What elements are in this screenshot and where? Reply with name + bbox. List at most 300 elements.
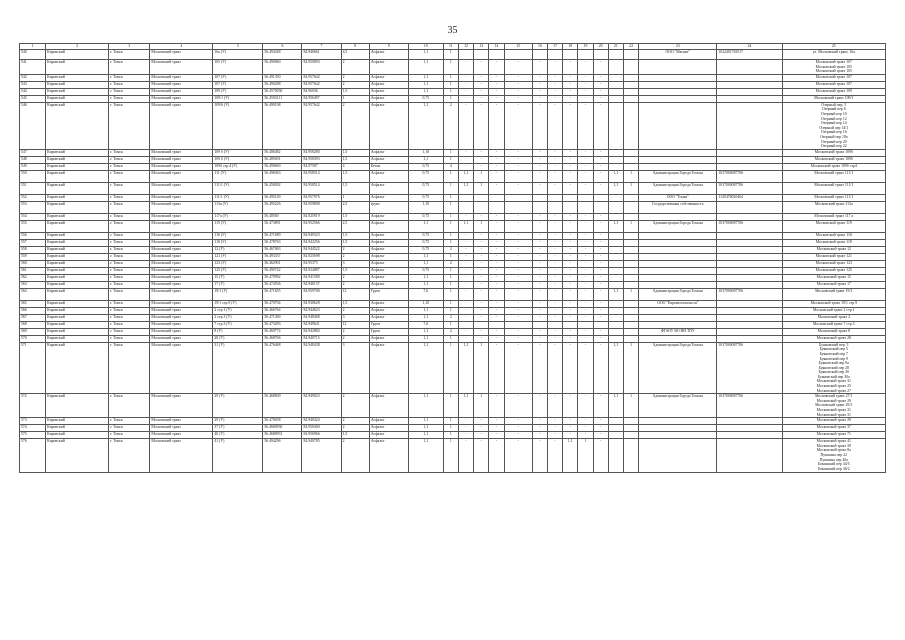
table-cell: - xyxy=(593,394,608,418)
table-cell xyxy=(717,335,782,342)
table-cell: 1 xyxy=(443,281,458,288)
table-cell: - xyxy=(547,149,562,156)
table-cell: Асфальт xyxy=(369,74,408,81)
table-cell xyxy=(608,300,623,307)
table-cell: - xyxy=(563,182,578,194)
table-cell: 1 xyxy=(578,439,593,473)
table-cell: 1 xyxy=(443,425,458,432)
address-cell xyxy=(782,335,885,342)
table-cell: - xyxy=(532,328,547,335)
table-cell: 56.470038 xyxy=(263,418,302,425)
table-cell: Асфальт xyxy=(369,156,408,163)
table-cell: 1,1 xyxy=(563,439,578,473)
address-cell xyxy=(782,321,885,328)
table-cell xyxy=(639,307,717,314)
table-cell: - xyxy=(532,274,547,281)
table-cell: Московский тракт xyxy=(150,300,213,307)
address-line: Московский тракт 19/1 xyxy=(815,288,853,293)
address-cell xyxy=(782,95,885,102)
table-cell: 564 xyxy=(20,288,46,300)
table-cell: 41 (У) xyxy=(213,439,263,473)
table-cell: 1,1 xyxy=(408,425,443,432)
table-row xyxy=(20,288,886,300)
address-line: Бакинский пер 36/2 xyxy=(817,466,850,471)
table-cell: - xyxy=(458,102,473,149)
table-cell xyxy=(639,335,717,342)
table-cell: 1 xyxy=(623,342,638,394)
table-cell: 1037000087706 xyxy=(717,170,782,182)
table-cell: Кировский xyxy=(46,432,109,439)
table-cell: - xyxy=(578,156,593,163)
table-cell: Кировский xyxy=(46,246,109,253)
table-cell: - xyxy=(547,328,562,335)
column-number: 6 xyxy=(263,44,302,50)
table-cell: 1 xyxy=(443,300,458,307)
table-cell: 1 xyxy=(443,194,458,201)
table-cell: 1,5 xyxy=(341,182,369,194)
table-cell: 1,1 xyxy=(408,342,443,394)
address-line: Буяновский пер 28 xyxy=(818,365,849,370)
table-cell: 84.942256 xyxy=(302,239,341,246)
address-cell xyxy=(782,432,885,439)
table-cell: 56.491350 xyxy=(263,74,302,81)
table-cell: г. Томск xyxy=(109,149,150,156)
table-cell: 84.959700 xyxy=(302,288,341,300)
table-cell: - xyxy=(489,432,504,439)
table-cell: Асфальт xyxy=(369,342,408,394)
table-cell: 2,5 xyxy=(341,220,369,232)
table-cell: г. Томск xyxy=(109,102,150,149)
table-cell: 546 xyxy=(20,102,46,149)
address-line: Московский тракт 119 xyxy=(815,220,852,225)
table-cell xyxy=(623,274,638,281)
table-cell: 1 xyxy=(474,170,489,182)
table-cell xyxy=(639,246,717,253)
table-cell: - xyxy=(474,156,489,163)
table-row xyxy=(20,328,886,335)
address-line: Буяновский пер 5 xyxy=(819,347,848,352)
table-row xyxy=(20,274,886,281)
table-cell: Московский тракт xyxy=(150,163,213,170)
table-cell: 1,10 xyxy=(408,149,443,156)
table-row xyxy=(20,267,886,274)
table-cell: - xyxy=(489,246,504,253)
table-cell: Московский тракт xyxy=(150,281,213,288)
table-cell xyxy=(532,194,547,201)
table-cell: 1 xyxy=(443,232,458,239)
table-cell: 1,1 xyxy=(408,439,443,473)
table-cell xyxy=(623,74,638,81)
table-cell: - xyxy=(547,95,562,102)
table-cell: 553 xyxy=(20,201,46,213)
table-cell: - xyxy=(532,425,547,432)
table-cell: - xyxy=(547,220,562,232)
table-cell: 12 xyxy=(341,288,369,300)
table-cell: 84.949641 xyxy=(302,321,341,328)
table-cell: - xyxy=(547,281,562,288)
table-cell: 1 xyxy=(474,342,489,394)
table-cell xyxy=(623,321,638,328)
table-cell: - xyxy=(474,81,489,88)
table-cell: Грунт xyxy=(369,328,408,335)
table-cell xyxy=(623,213,638,220)
table-cell: - xyxy=(474,274,489,281)
table-cell xyxy=(623,307,638,314)
table-cell: 84.958393 xyxy=(302,156,341,163)
table-cell: - xyxy=(458,439,473,473)
table-cell: Администрация Города Томска xyxy=(639,182,717,194)
table-cell: 2,5 xyxy=(341,201,369,213)
table-cell: - xyxy=(474,253,489,260)
table-cell xyxy=(639,418,717,425)
table-cell xyxy=(608,418,623,425)
table-cell: - xyxy=(532,88,547,95)
table-cell: Асфальт xyxy=(369,239,408,246)
table-cell: - xyxy=(489,60,504,75)
table-cell: 31 (У) xyxy=(213,342,263,394)
table-cell: - xyxy=(578,314,593,321)
table-cell: - xyxy=(563,81,578,88)
table-cell: - xyxy=(458,307,473,314)
column-number: 10 xyxy=(408,44,443,50)
table-cell: - xyxy=(593,182,608,194)
table-row xyxy=(20,170,886,182)
table-cell: 1,5 xyxy=(341,432,369,439)
table-cell: 559 xyxy=(20,253,46,260)
table-cell: 2 xyxy=(341,81,369,88)
table-cell: 84.941580 xyxy=(302,274,341,281)
table-cell: Московский тракт xyxy=(150,439,213,473)
address-cell xyxy=(782,246,885,253)
table-cell: - xyxy=(532,267,547,274)
table-cell: - xyxy=(489,163,504,170)
table-cell: 567 xyxy=(20,314,46,321)
table-cell: 569 xyxy=(20,328,46,335)
table-cell xyxy=(623,163,638,170)
table-cell xyxy=(623,149,638,156)
table-body xyxy=(20,44,886,473)
table-cell: - xyxy=(532,418,547,425)
table-cell: 0,75 xyxy=(408,267,443,274)
table-cell: - xyxy=(563,163,578,170)
table-cell: - xyxy=(504,260,532,267)
table-cell: 1 xyxy=(443,81,458,88)
address-line: Московский тракт 109б стр4 xyxy=(810,163,857,168)
table-cell: Московский тракт xyxy=(150,335,213,342)
table-cell xyxy=(717,432,782,439)
table-cell: - xyxy=(593,432,608,439)
table-cell: 56.4680930 xyxy=(263,425,302,432)
table-cell xyxy=(608,314,623,321)
table-cell: 84.957642 xyxy=(302,102,341,149)
table-cell: - xyxy=(547,274,562,281)
table-cell: 2 xyxy=(341,274,369,281)
table-cell: 105 (У) xyxy=(213,60,263,75)
table-cell: 0,75 xyxy=(408,246,443,253)
table-cell: - xyxy=(593,149,608,156)
table-cell: Московский тракт xyxy=(150,220,213,232)
table-cell: г. Томск xyxy=(109,201,150,213)
table-cell: 1,1 xyxy=(408,281,443,288)
table-cell: 1,1 xyxy=(408,156,443,163)
table-cell: 8 (У) xyxy=(213,328,263,335)
address-line: Озерный пер 14 xyxy=(820,121,847,126)
table-cell: - xyxy=(593,342,608,394)
table-row xyxy=(20,253,886,260)
table-cell: г. Томск xyxy=(109,425,150,432)
column-number: 9 xyxy=(369,44,408,50)
table-cell: 1,1 xyxy=(608,182,623,194)
table-cell: г. Томск xyxy=(109,182,150,194)
table-cell: Московский тракт xyxy=(150,314,213,321)
table-cell xyxy=(623,281,638,288)
table-cell: 1,1 xyxy=(408,314,443,321)
table-cell: г. Томск xyxy=(109,60,150,75)
table-cell: - xyxy=(593,88,608,95)
table-cell: - xyxy=(474,267,489,274)
table-cell: - xyxy=(578,102,593,149)
table-cell: - xyxy=(578,149,593,156)
table-cell: - xyxy=(489,260,504,267)
table-cell: - xyxy=(593,253,608,260)
address-line: Московский тракт 31 xyxy=(816,379,851,384)
table-cell: - xyxy=(474,232,489,239)
address-cell xyxy=(782,267,885,274)
table-cell: Асфальт xyxy=(369,267,408,274)
table-cell: 56.48560 xyxy=(263,213,302,220)
table-cell: 541 xyxy=(20,60,46,75)
column-number: 3 xyxy=(109,44,150,50)
table-cell: 119 (У) xyxy=(213,220,263,232)
table-cell: 0,75 xyxy=(408,163,443,170)
table-cell: Московский тракт xyxy=(150,394,213,418)
table-cell xyxy=(608,239,623,246)
table-cell xyxy=(623,328,638,335)
table-cell: 1,1 xyxy=(608,394,623,418)
address-cell xyxy=(782,342,885,394)
table-cell: - xyxy=(547,246,562,253)
table-cell: - xyxy=(489,394,504,418)
table-cell xyxy=(608,102,623,149)
address-line: Московский тракт 111/1 xyxy=(814,194,854,199)
table-cell xyxy=(608,201,623,213)
table-cell: Кировский xyxy=(46,439,109,473)
table-cell: 56.473891 xyxy=(263,220,302,232)
table-cell: - xyxy=(489,314,504,321)
table-cell: - xyxy=(504,102,532,149)
table-cell xyxy=(623,314,638,321)
table-cell: 37 (У) xyxy=(213,425,263,432)
table-cell: Кировский xyxy=(46,300,109,307)
table-cell: - xyxy=(489,74,504,81)
table-row xyxy=(20,74,886,81)
table-cell: 558 xyxy=(20,246,46,253)
table-cell: 548 xyxy=(20,156,46,163)
table-cell: 1,1 xyxy=(408,74,443,81)
table-cell: - xyxy=(563,342,578,394)
table-cell: 84.97587 xyxy=(302,163,341,170)
table-cell: Московский тракт xyxy=(150,267,213,274)
table-cell: - xyxy=(593,213,608,220)
table-cell xyxy=(623,439,638,473)
column-number: 15 xyxy=(504,44,532,50)
table-cell: - xyxy=(547,432,562,439)
table-row xyxy=(20,418,886,425)
address-cell xyxy=(782,213,885,220)
column-number: 5 xyxy=(213,44,263,50)
table-cell: - xyxy=(458,95,473,102)
table-cell: Кировский xyxy=(46,288,109,300)
table-cell: - xyxy=(489,281,504,288)
table-cell: - xyxy=(532,60,547,75)
table-cell xyxy=(593,321,608,328)
table-cell: - xyxy=(547,253,562,260)
table-cell: 56.468766 xyxy=(263,335,302,342)
table-cell xyxy=(504,321,532,328)
table-cell: - xyxy=(474,314,489,321)
table-cell: 56.467063 xyxy=(263,246,302,253)
table-cell: - xyxy=(547,88,562,95)
table-cell: Московский тракт xyxy=(150,102,213,149)
table-cell: г. Томск xyxy=(109,239,150,246)
table-cell: - xyxy=(547,74,562,81)
address-line: Буяновский пер. 3 xyxy=(819,342,849,347)
table-row xyxy=(20,425,886,432)
table-cell: 1 xyxy=(443,321,458,328)
table-cell: 84.925698 xyxy=(302,253,341,260)
table-cell: г. Томск xyxy=(109,439,150,473)
table-cell: - xyxy=(532,81,547,88)
table-cell: Московский тракт xyxy=(150,170,213,182)
table-cell: 84.95375 xyxy=(302,260,341,267)
table-cell: 1,1 xyxy=(608,288,623,300)
table-cell: - xyxy=(563,232,578,239)
table-cell: - xyxy=(563,260,578,267)
table-cell xyxy=(623,260,638,267)
table-cell: - xyxy=(532,74,547,81)
table-cell: - xyxy=(563,149,578,156)
address-cell xyxy=(782,253,885,260)
table-cell: - xyxy=(547,102,562,149)
table-cell: 1,1 xyxy=(458,342,473,394)
table-cell xyxy=(563,201,578,213)
address-cell xyxy=(782,194,885,201)
table-cell: - xyxy=(474,418,489,425)
table-cell: 56.495149 xyxy=(263,194,302,201)
column-number: 2 xyxy=(46,44,109,50)
table-cell: 1 xyxy=(623,182,638,194)
address-cell xyxy=(782,74,885,81)
table-cell: 0,75 xyxy=(408,95,443,102)
table-cell: Московский тракт xyxy=(150,60,213,75)
table-cell: Асфальт xyxy=(369,182,408,194)
table-cell xyxy=(608,156,623,163)
table-cell xyxy=(608,439,623,473)
table-cell: 1,1 xyxy=(408,253,443,260)
table-cell: 2 xyxy=(341,425,369,432)
table-cell: 561 xyxy=(20,267,46,274)
table-cell xyxy=(608,432,623,439)
table-cell xyxy=(717,102,782,149)
table-cell: Московский тракт xyxy=(150,232,213,239)
table-cell: 84.956497 xyxy=(302,95,341,102)
table-cell: Кировский xyxy=(46,170,109,182)
table-cell: - xyxy=(489,253,504,260)
table-cell: Асфальт xyxy=(369,335,408,342)
address-cell xyxy=(782,88,885,95)
table-cell xyxy=(717,300,782,307)
column-number: 21 xyxy=(608,44,623,50)
table-cell xyxy=(623,418,638,425)
table-cell: - xyxy=(458,288,473,300)
table-cell: 1,1 xyxy=(458,220,473,232)
table-cell: - xyxy=(474,213,489,220)
table-cell: 56.495226 xyxy=(263,201,302,213)
address-cell xyxy=(782,170,885,182)
table-cell: г. Томск xyxy=(109,50,150,60)
address-cell xyxy=(782,307,885,314)
table-cell: 1 xyxy=(443,335,458,342)
table-cell: 1,1 xyxy=(458,182,473,194)
address-cell xyxy=(782,328,885,335)
table-cell xyxy=(608,307,623,314)
table-cell: Асфальт xyxy=(369,170,408,182)
table-cell: г. Томск xyxy=(109,156,150,163)
table-cell xyxy=(458,321,473,328)
table-cell: 1 xyxy=(341,95,369,102)
table-cell: - xyxy=(489,213,504,220)
table-cell: ФГАОУ ВО НИ ТПУ xyxy=(639,328,717,335)
table-cell: Кировский xyxy=(46,253,109,260)
table-cell: 84.942884 xyxy=(302,328,341,335)
table-cell: - xyxy=(489,232,504,239)
column-number: 20 xyxy=(593,44,608,50)
table-cell: 107 (У) xyxy=(213,74,263,81)
table-cell: 1 xyxy=(443,60,458,75)
table-cell: - xyxy=(563,288,578,300)
table-cell: - xyxy=(474,246,489,253)
table-cell: 116 (У) xyxy=(213,232,263,239)
table-cell: - xyxy=(532,439,547,473)
table-cell: 84.924887 xyxy=(302,267,341,274)
table-cell: 84.940661 xyxy=(302,50,341,60)
table-cell: - xyxy=(593,274,608,281)
table-cell xyxy=(639,439,717,473)
table-cell: - xyxy=(489,274,504,281)
table-cell: - xyxy=(532,213,547,220)
table-cell xyxy=(639,314,717,321)
table-cell xyxy=(608,425,623,432)
table-cell: - xyxy=(489,95,504,102)
table-cell: - xyxy=(458,281,473,288)
table-row xyxy=(20,232,886,239)
table-cell: 4 xyxy=(341,163,369,170)
table-cell: - xyxy=(504,232,532,239)
table-cell: 562 xyxy=(20,274,46,281)
table-cell: 2 xyxy=(443,328,458,335)
address-cell xyxy=(782,281,885,288)
table-cell: - xyxy=(489,300,504,307)
table-cell: - xyxy=(563,432,578,439)
address-line: Озерный пер 14/1 xyxy=(819,125,849,130)
table-cell: 84.958514 xyxy=(302,170,341,182)
address-line: Московский тракт 15 xyxy=(816,274,851,279)
table-cell: 574 xyxy=(20,425,46,432)
table-cell: г. Томск xyxy=(109,418,150,425)
table-cell: - xyxy=(489,342,504,394)
table-cell: Кировский xyxy=(46,321,109,328)
table-cell: - xyxy=(532,394,547,418)
